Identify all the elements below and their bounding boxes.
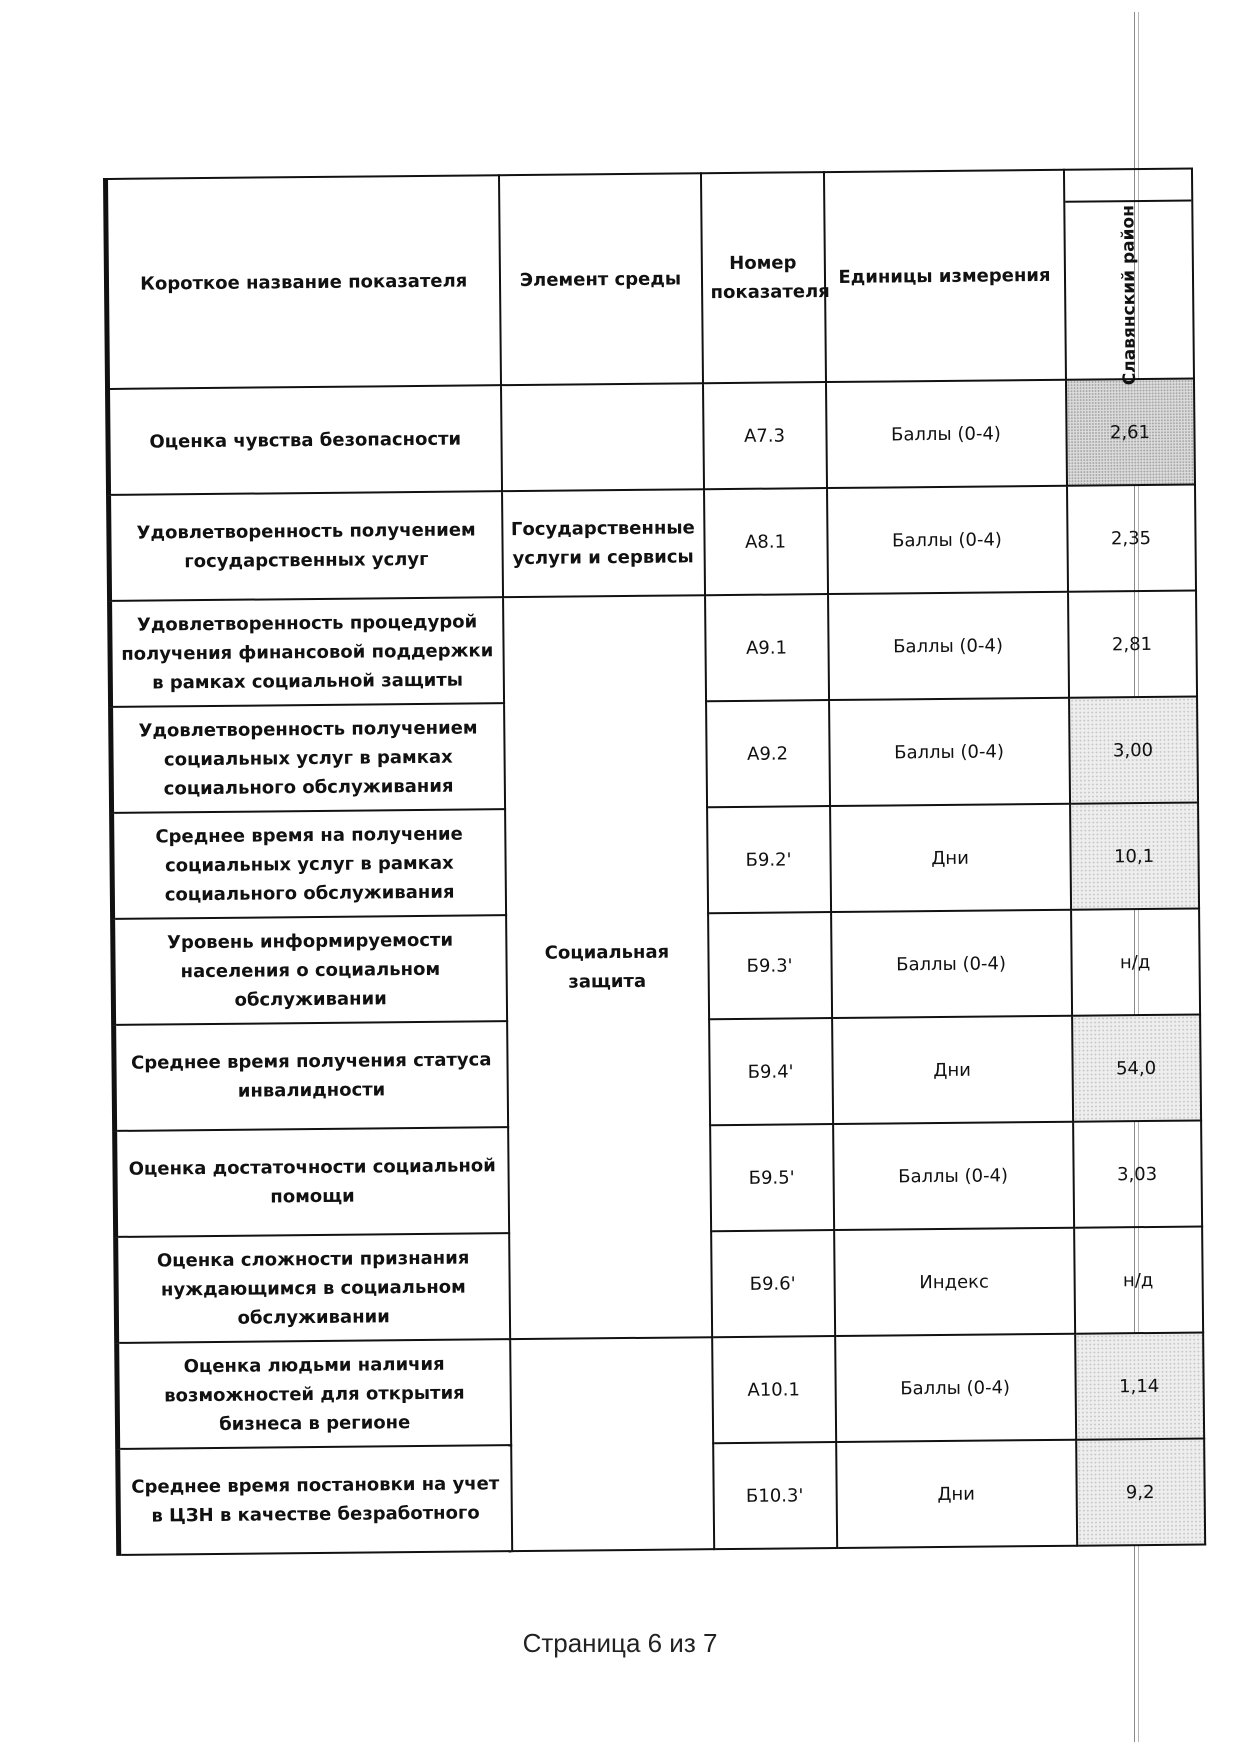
indicator-number: Б9.4' [709, 1018, 833, 1125]
header-units: Единицы измерения [823, 170, 1065, 382]
indicator-number: Б9.5' [710, 1124, 834, 1231]
indicator-value: 2,81 [1068, 591, 1197, 698]
indicator-units: Баллы (0-4) [825, 380, 1066, 488]
environment-element [510, 1337, 714, 1551]
indicator-name: Удовлетворенность получением государственных услуг [109, 491, 503, 601]
indicator-units: Баллы (0-4) [833, 1122, 1074, 1230]
header-element: Элемент среды [498, 173, 702, 385]
indicator-name: Среднее время получения статуса инвалидности [114, 1021, 508, 1131]
header-region-strip [1064, 170, 1190, 203]
indicator-name: Оценка сложности признания нуждающимся в социальном обслуживании [116, 1233, 510, 1343]
indicator-units: Баллы (0-4) [829, 698, 1070, 806]
indicator-name: Среднее время на получение социальных услуг в рамках социального обслуживания [112, 809, 506, 919]
indicator-name: Уровень информируемости населения о социальном обслуживании [113, 915, 507, 1025]
indicator-units: Баллы (0-4) [835, 1334, 1076, 1442]
header-name: Короткое название показателя [106, 175, 501, 389]
indicator-value: 54,0 [1072, 1015, 1201, 1122]
indicator-number: А9.2 [706, 700, 830, 807]
table-header-row [106, 169, 1194, 389]
indicator-units: Дни [836, 1440, 1077, 1548]
table-row [110, 591, 1197, 707]
indicator-name: Оценка чувства безопасности [108, 385, 502, 495]
indicator-value: 2,61 [1065, 379, 1194, 486]
table-row [108, 379, 1195, 495]
indicator-number: А8.1 [704, 488, 828, 595]
indicator-name: Среднее время постановки на учет в ЦЗН в качестве безработного [118, 1445, 512, 1555]
indicator-number: А9.1 [705, 594, 829, 701]
indicator-number: Б9.6' [711, 1230, 835, 1337]
header-region [1063, 169, 1193, 386]
indicator-name: Удовлетворенность процедурой получения финансовой поддержки в рамках социальной защиты [110, 597, 504, 707]
indicator-units: Баллы (0-4) [831, 910, 1072, 1018]
header-region-label: Славянский район [1117, 204, 1140, 386]
header-number: Номер показателя [700, 172, 825, 383]
table-row [117, 1332, 1204, 1448]
environment-element [501, 383, 704, 491]
indicator-value: 3,03 [1073, 1121, 1202, 1228]
environment-element: Государственные услуги и сервисы [502, 489, 705, 597]
indicators-table [103, 168, 1206, 1556]
indicator-value: 1,14 [1075, 1332, 1204, 1439]
indicator-value: н/д [1074, 1227, 1203, 1334]
page-footer: Страница 6 из 7 [522, 1628, 718, 1658]
indicator-value: 10,1 [1070, 803, 1199, 910]
indicator-value: н/д [1071, 909, 1200, 1016]
indicator-number: А7.3 [702, 382, 826, 489]
indicator-name: Удовлетворенность получением социальных услуг в рамках социального обслуживания [111, 703, 505, 813]
indicator-units: Баллы (0-4) [828, 592, 1069, 700]
indicator-number: А10.1 [712, 1336, 836, 1443]
table-row [109, 485, 1196, 601]
indicator-number: Б9.2' [707, 806, 831, 913]
indicator-number: Б9.3' [708, 912, 832, 1019]
indicator-name: Оценка людьми наличия возможностей для открытия бизнеса в регионе [117, 1339, 511, 1449]
indicator-value: 9,2 [1076, 1438, 1205, 1545]
indicator-units: Дни [832, 1016, 1073, 1124]
environment-element: Социальная защита [503, 595, 712, 1339]
indicator-units: Баллы (0-4) [827, 486, 1068, 594]
indicator-value: 2,35 [1066, 485, 1195, 592]
indicator-number: Б10.3' [713, 1442, 837, 1549]
indicator-units: Дни [830, 804, 1071, 912]
indicator-units: Индекс [834, 1228, 1075, 1336]
indicator-name: Оценка достаточности социальной помощи [115, 1127, 509, 1237]
indicator-value: 3,00 [1069, 697, 1198, 804]
